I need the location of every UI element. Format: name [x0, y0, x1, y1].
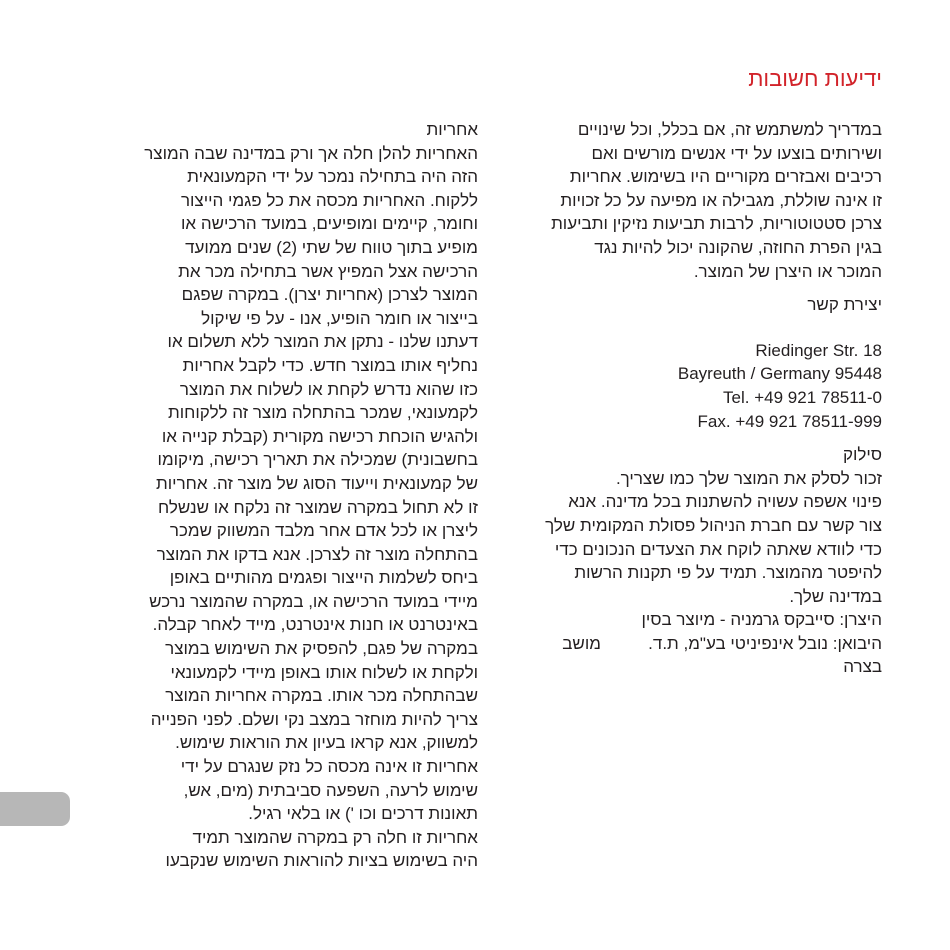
text-line: המוצר לצרכן (אחריות יצרן). במקרה שפגם [181, 285, 478, 305]
text-line: שבהתחלה מכר אותו. במקרה אחריות המוצר [165, 686, 478, 706]
text-line: מופיע בתוך טווח של שתי (2) שנים ממועד [185, 237, 478, 257]
text-line: נחליף אותו במוצר חדש. כדי לקבל אחריות [182, 355, 478, 375]
text-line: זו לא תחול במקרה שמוצר זה נלקח או שנשלח [158, 497, 478, 517]
text-line: ולקחת או לשלוח אותו באופן מיידי לקמעונאי [170, 662, 478, 682]
text-line: ליצרן או לכל אדם אחר מלבד המשווק שמכר [169, 521, 478, 541]
text-line: ללקוח. האחריות מכסה את כל פגמי הייצור [180, 190, 478, 210]
text-line: הזה היה בתחילה נמכר על ידי הקמעונאית [187, 167, 478, 187]
disposal-paragraph [502, 467, 882, 679]
text-line: להיפטר מהמוצר. תמיד על פי תקנות הרשות [574, 563, 882, 583]
text-line: הרכישה אצל המפיץ אשר בתחילה מכר את [178, 261, 478, 281]
fax-line: Fax. +49 921 78511-999 [697, 411, 882, 431]
text-line: מיידי במועד הרכישה או, במקרה שהמוצר נרכש [149, 591, 478, 611]
text-line: במקרה של פגם, להפסיק את השימוש במוצר [165, 639, 478, 659]
text-line: במדינה שלך. [789, 586, 882, 606]
text-line: ושירותים בוצעו על ידי אנשים מורשים ואם [591, 143, 882, 163]
text-line: בצרה [843, 657, 882, 677]
text-line: אחריות זו אינה מכסה כל נזק שנגרם על ידי [180, 757, 478, 777]
address-line: Bayreuth / Germany 95448 [677, 364, 882, 384]
text-line: אחריות זו חלה רק במקרה שהמוצר תמיד [192, 827, 478, 847]
text-line: כדי לוודא שאתה לוקח את הצעדים הנכונים כדי [554, 539, 882, 559]
intro-paragraph [502, 118, 882, 283]
warranty-paragraph [98, 142, 478, 873]
text-line: המוכר או היצרן של המוצר. [693, 261, 882, 281]
text-line: בייצור או חומר הופיע, אנו - על פי שיקול [201, 308, 478, 328]
text-line: באינטרנט או חנות אינטרנט, מייד לאחר קבלה. [152, 615, 478, 635]
text-line: האחריות להלן חלה אך ורק במדינה שבה המוצר [144, 143, 478, 163]
text-line: של קמעונאית וייעוד הסוג של מוצר זה. אחריות [156, 473, 478, 493]
manufacturer-line: היצרן: סייבקס גרמניה - מיוצר בסין [641, 610, 882, 630]
text-line: דעתנו שלנו - נתקן את המוצר ללא תשלום או [167, 332, 478, 352]
text-line: לקמעונאי, שמכר בהתחלה מוצר זה ללקוחות [168, 403, 478, 423]
text-line: צרכן סטטוטוריות, לרבות תביעות נזיקין ותביעות [551, 214, 882, 234]
text-line: צור קשר עם חברת הניהול פסולת המקומית שלך [545, 515, 882, 535]
phone-line: Tel. +49 921 78511-0 [723, 387, 882, 407]
text-line: צריך להיות מוחזר במצב נקי ושלם. לפני הפנייה [150, 709, 478, 729]
text-line: בהתחלה מוצר זה לצרכן. אנא בדקו את המוצר [156, 544, 478, 564]
left-column [98, 118, 478, 873]
contact-heading: יצירת קשר [807, 295, 882, 315]
address-block [502, 339, 882, 433]
page-title: ידיעות חשובות [748, 66, 882, 91]
text-line: בגין הפרת החוזה, שהקונה יכול להיות נגד [594, 237, 882, 257]
text-line: ולהגיש הוכחת רכישה מקורית (קבלת קנייה או [161, 426, 478, 446]
right-column [502, 118, 882, 679]
disposal-heading: סילוק [842, 445, 882, 465]
importer-line: היבואן: נובל אינפיניטי בע"מ, ת.ד. מושב [562, 633, 882, 653]
text-line: תאונות דרכים וכו ') או בלאי רגיל. [248, 804, 478, 824]
text-line: היה בשימוש בציות להוראות השימוש שנקבעו [165, 851, 478, 871]
text-line: שימוש לרעה, השפעה סביבתית (מים, אש, [183, 780, 478, 800]
address-line: Riedinger Str. 18 [755, 340, 882, 360]
text-line: וחומר, קיימים ומופיעים, במועד הרכישה או [181, 214, 478, 234]
language-tab-marker [0, 792, 70, 826]
text-line: זו אינה שוללת, מגבילה או מפיעה על כל זכויות [560, 190, 882, 210]
text-line: רכיבים ואבזרים מקוריים היו בשימוש. אחריות [569, 167, 882, 187]
warranty-heading: אחריות [426, 120, 478, 139]
text-line: במדריך למשתמש זה, אם בכלל, וכל שינויים [577, 120, 882, 139]
text-line: פינוי אשפה עשויה להשתנות בכל מדינה. אנא [568, 492, 882, 512]
text-line: כזו שהוא נדרש לקחת או לשלוח את המוצר [179, 379, 478, 399]
text-line: זכור לסלק את המוצר שלך כמו שצריך. [615, 468, 882, 488]
text-line: ביחס לשלמות הייצור ופגמים מהותיים באופן [169, 568, 478, 588]
text-line: בחשבונית) שמכילה את תאריך רכישה, מיקומו [157, 450, 478, 470]
text-line: למשווק, אנא קראו בעיון את הוראות שימוש. [175, 733, 478, 753]
